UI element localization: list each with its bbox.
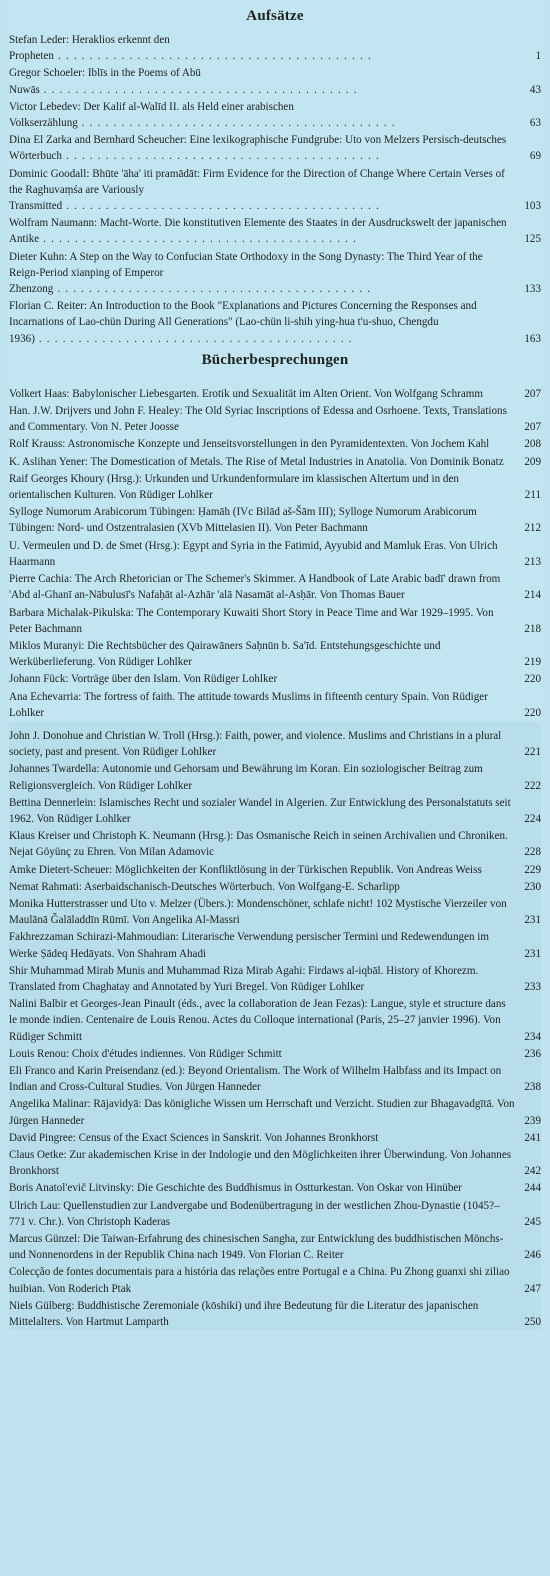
entry-text: Barbara Michalak-Pikulska: The Contemporary Kuwaiti Short Story in Peace Time and War 1929–1995. Von Peter Bachmann xyxy=(9,606,494,635)
entry-page-number: 218 xyxy=(524,622,541,635)
toc-entry xyxy=(9,403,541,435)
entry-text: Eli Franco and Karin Preisendanz (ed.): Beyond Orientalism. The Work of Wilhelm Halbfass and its Impact on Indian and Cross-Cultural Studies. Von Jürgen Hanneder xyxy=(9,1064,502,1094)
entry-page-number: 242 xyxy=(524,1165,541,1178)
toc-entry xyxy=(9,1231,541,1263)
entry-text: Claus Oetke: Zur akademischen Krise in der Indologie und den Möglichkeiten ihrer Überwindung. Von Johannes Bronkhorst xyxy=(9,1149,512,1178)
entry-page-number: 222 xyxy=(524,779,541,792)
entry-text: Angelika Malinar: Rājavidyā: Das königliche Wissen um Herrschaft und Verzicht. Studien zur Bhagavadgītā. Von Jürgen Hanneder xyxy=(9,1098,515,1127)
toc-entry xyxy=(9,795,541,827)
entry-page-number: 238 xyxy=(524,1081,541,1094)
entry-text: Klaus Kreiser und Christoph K. Neumann (Hrsg.): Das Osmanische Reich in seinen Archivalien und Chroniken. Nejat Göyünç zu Ehren. Von Milan Adamovic xyxy=(9,830,508,859)
toc-entry xyxy=(9,32,541,64)
entry-page-number: 245 xyxy=(524,1215,541,1228)
entry-text: David Pingree: Census of the Exact Sciences in Sanskrit. Von Johannes Bronkhorst xyxy=(9,1131,379,1144)
toc-entry xyxy=(9,1130,541,1146)
entry-text: Johannes Twardella: Autonomie und Gehorsam und Bewährung im Koran. Ein soziologischer Beitrag zum Religionsvergleich. Von Rüdiger Lohlker xyxy=(9,763,483,792)
aufsatze-list xyxy=(9,32,541,347)
entry-page-number: 230 xyxy=(524,880,541,893)
entry-page-number: 229 xyxy=(524,863,541,876)
entry-page-number: 125 xyxy=(524,233,541,246)
toc-entry xyxy=(9,215,541,247)
entry-page-number: 246 xyxy=(524,1249,541,1262)
entry-page-number: 207 xyxy=(524,387,541,400)
entry-page-number: 234 xyxy=(524,1030,541,1043)
entry-page-number: 244 xyxy=(524,1182,541,1195)
entry-page-number: 163 xyxy=(524,332,541,345)
entry-text: Victor Lebedev: Der Kalif al-Walīd II. als Held einer arabischen Volkserzählung . . . xyxy=(9,101,396,129)
entry-page-number: 231 xyxy=(524,914,541,927)
toc-entry xyxy=(9,728,541,760)
entry-text: Sylloge Numorum Arabicorum Tübingen: Ḥamāh (IVc Bilād aš-Šām III); Sylloge Numorum Arabicorum Tübingen: Nord- und Ostzentralasien (XVb Mittelasien II). Von Peter Bachmann xyxy=(9,506,477,535)
toc-entry xyxy=(9,65,541,97)
toc-entry xyxy=(9,689,541,721)
entry-text: Stefan Leder: Heraklios erkennt den Propheten . . . xyxy=(9,34,372,62)
entry-text: Han. J.W. Drijvers und John F. Healey: The Old Syriac Inscriptions of Edessa and Osrhoene. Texts, Translations and Commentary. Von N. Peter Joosse xyxy=(9,405,507,434)
entry-text: Nemat Rahmati: Aserbaidschanisch-Deutsches Wörterbuch. Von Wolfgang-E. Scharlipp xyxy=(9,880,400,893)
toc-entry xyxy=(9,386,541,402)
toc-entry xyxy=(9,249,541,298)
entry-page-number: 231 xyxy=(524,947,541,960)
entry-page-number: 63 xyxy=(529,117,541,130)
entry-page-number: 224 xyxy=(524,812,541,825)
toc-entry xyxy=(9,571,541,603)
entry-text: Ulrich Lau: Quellenstudien zur Landvergabe und Bodenübertragung in der westlichen Zhou-Dynastie (1045?–771 v. Chr.). Von Christoph Kaderas xyxy=(9,1199,500,1228)
entry-page-number: 69 xyxy=(529,150,541,163)
entry-text: Miklos Muranyi: Die Rechtsbücher des Qairawāners Saḥnūn b. Sa'īd. Entstehungsgeschichte und Werküberlieferung. Von Rüdiger Lohlker xyxy=(9,639,441,669)
entry-text: Boris Anatol'evič Litvinsky: Die Geschichte des Buddhismus in Ostturkestan. Von Oskar von Hinüber xyxy=(9,1182,462,1195)
buecher-list-lower xyxy=(9,728,541,1330)
entry-page-number: 213 xyxy=(524,555,541,568)
contents-upper-block xyxy=(9,0,541,721)
entry-text: Louis Renou: Choix d'études indiennes. Von Rüdiger Schmitt xyxy=(9,1047,282,1060)
entry-text: Marcus Günzel: Die Taiwan-Erfahrung des chinesischen Sangha, zur Entwicklung des buddhistischen Mönchs- und Nonnenordens in der Republik China nach 1949. Von Florian C. Reiter xyxy=(9,1233,504,1262)
entry-page-number: 221 xyxy=(524,746,541,759)
entry-page-number: 239 xyxy=(524,1114,541,1127)
toc-entry xyxy=(9,963,541,995)
toc-entry xyxy=(9,761,541,793)
entry-page-number: 212 xyxy=(524,522,541,535)
entry-page-number: 241 xyxy=(524,1131,541,1144)
entry-text: Monika Hutterstrasser und Uto v. Melzer (Übers.): Mondenschöner, schlafe nicht! 102 Mystische Vierzeiler von Maulānā Ǧalāladdīn Rūmī. Von Angelika Al-Massri xyxy=(9,897,507,927)
entry-text: Dominic Goodall: Bhūte 'āha' iti pramādāt: Firm Evidence for the Direction of Change Where Certain Verses of the Raghuvaṃśa are Variously Transmitted . . . xyxy=(9,168,505,212)
entry-page-number: 233 xyxy=(524,980,541,993)
entry-text: Dina El Zarka and Bernhard Scheucher: Eine lexikographische Fundgrube: Uto von Melzers Persisch-deutsches Wörterbuch . . . xyxy=(9,134,506,162)
entry-text: K. Aslihan Yener: The Domestication of Metals. The Rise of Metal Industries in Anatolia. Von Dominik Bonatz xyxy=(9,455,504,468)
entry-text: Pierre Cachia: The Arch Rhetorician or The Schemer's Skimmer. A Handbook of Late Arabic badī' drawn from 'Abd al-Ghanī an-Nābulusī's Nafaḥāt al-Azhār 'alā Nasamāt al-Asḥār. Von Thomas Bauer xyxy=(9,573,501,602)
entry-text: Raif Georges Khoury (Hrsg.): Urkunden und Urkundenformulare im klassischen Altertum und in den orientalischen Kulturen. Von Rüdiger Lohlker xyxy=(9,472,459,502)
toc-entry xyxy=(9,879,541,895)
entry-text: John J. Donohue and Christian W. Troll (Hrsg.): Faith, power, and violence. Muslims and Christians in a plural society, past and present. Von Rüdiger Lohlker xyxy=(9,729,502,759)
toc-entry xyxy=(9,132,541,164)
toc-entry xyxy=(9,99,541,131)
entry-text: Shir Muhammad Mirab Munis and Muhammad Riza Mirab Agahi: Firdaws al-iqbāl. History of Khorezm. Translated from Chaghatay and Annotated by Yuri Bregel. Von Rüdiger Lohlker xyxy=(9,964,479,993)
toc-entry xyxy=(9,638,541,670)
toc-entry xyxy=(9,828,541,860)
entry-text: Florian C. Reiter: An Introduction to the Book "Explanations and Pictures Concerning the Responses and Incarnations of Lao-chün During All Generations" (Lao-chün li-shih ying-hua t'u-shuo, Chengdu 1936) . . . xyxy=(9,300,477,344)
entry-text: Nalini Balbir et Georges-Jean Pinault (éds., avec la collaboration de Jean Fezas): Langue, style et structure dans le monde indien. Centenaire de Louis Renou. Actes du Colloque international (Paris, 25–27 janvier 1996). Von Rüdiger Schmitt xyxy=(9,998,506,1043)
entry-text: Bettina Dennerlein: Islamisches Recht und sozialer Wandel in Algerien. Zur Entwicklung des Personalstatuts seit 1962. Von Rüdiger Lohlker xyxy=(9,796,511,825)
toc-entry xyxy=(9,1264,541,1296)
entry-text: Volkert Haas: Babylonischer Liebesgarten. Erotik und Sexualität im Alten Orient. Von Wolfgang Schramm xyxy=(9,387,483,400)
entry-page-number: 220 xyxy=(524,706,541,719)
section-heading-buecherbesprechungen: Bücherbesprechungen xyxy=(201,351,349,368)
toc-entry xyxy=(9,298,541,347)
toc-entry xyxy=(9,1096,541,1128)
toc-entry xyxy=(9,671,541,687)
toc-entry xyxy=(9,538,541,570)
section-heading-aufsatze: Aufsätze xyxy=(246,8,304,24)
entry-page-number: 133 xyxy=(524,283,541,296)
entry-text: Colecção de fontes documentais para a história das relações entre Portugal e a China. Pu Zhong guanxi shi ziliao huibian. Von Roderich Ptak xyxy=(9,1266,510,1295)
contents-lower-block xyxy=(9,722,541,1330)
toc-entry xyxy=(9,929,541,961)
entry-page-number: 209 xyxy=(524,455,541,468)
entry-text: Wolfram Naumann: Macht-Worte. Die konstitutiven Elemente des Staates in der Ausdruckswelt der japanischen Antike . . . xyxy=(9,217,507,245)
toc-entry xyxy=(9,1046,541,1062)
entry-text: U. Vermeulen und D. de Smet (Hrsg.): Egypt and Syria in the Fatimid, Ayyubid and Mamluk Eras. Von Ulrich Haarmann xyxy=(9,539,498,568)
entry-page-number: 219 xyxy=(524,656,541,669)
entry-text: Johann Fück: Vorträge über den Islam. Von Rüdiger Lohlker xyxy=(9,673,278,686)
entry-page-number: 211 xyxy=(524,489,541,502)
entry-page-number: 220 xyxy=(524,673,541,686)
toc-entry xyxy=(9,1198,541,1230)
entry-page-number: 208 xyxy=(524,438,541,451)
entry-text: Rolf Krauss: Astronomische Konzepte und Jenseitsvorstellungen in den Pyramidentexten. Von Jochem Kahl xyxy=(9,438,490,451)
toc-entry xyxy=(9,862,541,878)
entry-text: Dieter Kuhn: A Step on the Way to Confucian State Orthodoxy in the Song Dynasty: The Third Year of the Reign-Period xianping of Emperor Zhenzong . . . xyxy=(9,251,483,295)
entry-text: Ana Echevarria: The fortress of faith. The attitude towards Muslims in fifteenth century Spain. Von Rüdiger Lohlker xyxy=(9,690,488,719)
toc-entry xyxy=(9,1147,541,1179)
toc-entry xyxy=(9,504,541,536)
entry-page-number: 228 xyxy=(524,846,541,859)
entry-text: Amke Dietert-Scheuer: Möglichkeiten der Konfliktlösung in der Türkischen Republik. Von Andreas Weiss xyxy=(9,863,482,876)
entry-text: Fakhrezzaman Schirazi-Mahmoudian: Literarische Verwendung persischer Termini und Redewendungen im Werke Ṣādeq Hedāyats. Von Shahram Ahadi xyxy=(9,931,490,960)
buecher-list-upper xyxy=(9,386,541,721)
toc-entry xyxy=(9,1298,541,1330)
toc-entry xyxy=(9,1180,541,1196)
toc-entry xyxy=(9,996,541,1045)
toc-entry xyxy=(9,436,541,452)
entry-page-number: 250 xyxy=(524,1316,541,1329)
toc-entry xyxy=(9,1063,541,1095)
toc-entry xyxy=(9,605,541,637)
entry-page-number: 247 xyxy=(524,1282,541,1295)
entry-text: Niels Gülberg: Buddhistische Zeremoniale (kōshiki) und ihre Bedeutung für die Literatur des japanischen Mittelalters. Von Hartmut Lamparth xyxy=(9,1299,479,1329)
toc-entry xyxy=(9,166,541,215)
toc-entry xyxy=(9,471,541,503)
entry-page-number: 236 xyxy=(524,1047,541,1060)
entry-page-number: 207 xyxy=(524,421,541,434)
entry-page-number: 43 xyxy=(529,83,541,96)
entry-page-number: 1 xyxy=(535,50,541,63)
entry-text: Gregor Schoeler: Iblīs in the Poems of Abū Nuwās . . . xyxy=(9,67,358,95)
entry-page-number: 103 xyxy=(524,200,541,213)
entry-page-number: 214 xyxy=(524,589,541,602)
toc-entry xyxy=(9,454,541,470)
toc-entry xyxy=(9,896,541,928)
